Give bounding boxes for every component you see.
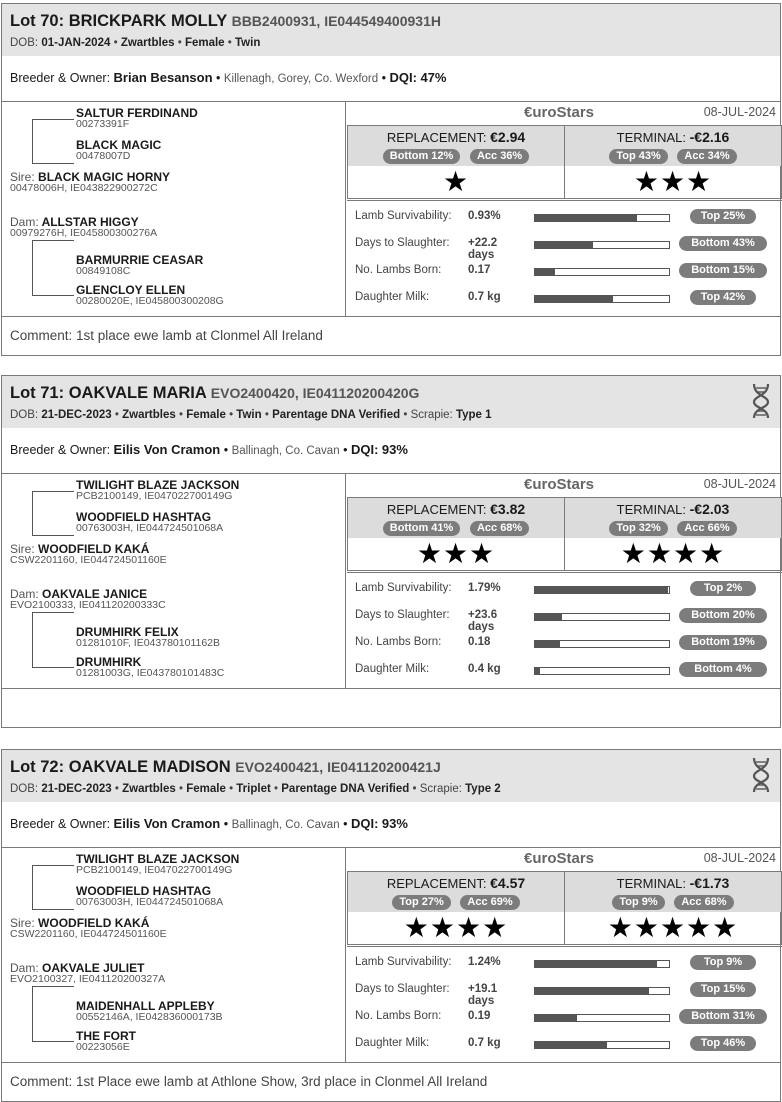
dqi-value: 93% (381, 816, 408, 831)
terminal-label: TERMINAL: (616, 876, 686, 891)
dqi-label: DQI: (350, 442, 379, 457)
trait-row (347, 285, 782, 311)
trait-rank-badge: Top 46% (690, 1036, 756, 1051)
trait-label: Daughter Milk: (355, 291, 430, 303)
separator-dot: • (412, 783, 417, 795)
dam-dam-id: 00223056E (76, 1041, 130, 1053)
separator-dot: • (343, 443, 348, 457)
trait-bar (534, 1041, 670, 1049)
replacement-rank-badge: Bottom 41% (383, 521, 461, 536)
dob-label: DOB: (10, 37, 39, 49)
terminal-rank-badge: Top 9% (612, 895, 664, 910)
owner-location: Ballinagh, Co. Cavan (231, 819, 340, 831)
dam-id: EVO2100333, IE041120200333C (10, 599, 166, 611)
trait-rank-badge: Top 9% (690, 955, 756, 970)
trait-list (347, 946, 782, 1062)
dob-label: DOB: (10, 783, 39, 795)
trait-bar (534, 295, 670, 303)
lot-header (2, 750, 780, 802)
trait-label: No. Lambs Born: (355, 264, 442, 276)
trait-rank-badge: Top 2% (690, 581, 756, 596)
trait-value: 1.79% (468, 582, 501, 594)
trait-label: Lamb Survivability: (355, 582, 452, 594)
replacement-acc-badge: Acc 36% (470, 149, 529, 164)
lot-number: Lot 72: (10, 758, 65, 776)
replacement-acc-badge: Acc 68% (470, 521, 529, 536)
lot-number: Lot 70: (10, 12, 65, 30)
separator-dot: • (229, 409, 234, 421)
dam-dam-name: GLENCLOY ELLEN (76, 283, 186, 297)
separator-dot: • (343, 817, 348, 831)
owner-label: Breeder & Owner: (10, 817, 111, 831)
trait-value: +19.1 days (468, 983, 498, 1007)
dam-label: Dam: (10, 215, 39, 229)
dam-name: OAKVALE JULIET (42, 961, 145, 975)
owner-row (2, 56, 780, 102)
trait-row (347, 977, 782, 1007)
trait-rank-badge: Bottom 19% (679, 635, 767, 650)
sire-sire-id: PCB2100149, IE047022700149G (76, 490, 233, 502)
trait-rank-badge: Bottom 43% (679, 236, 767, 251)
separator-dot: • (229, 783, 234, 795)
trait-row (347, 1004, 782, 1030)
trait-row (347, 204, 782, 230)
terminal-acc-badge: Acc 66% (677, 521, 736, 536)
separator-dot: • (114, 783, 119, 795)
trait-bar-fill (535, 668, 540, 674)
lot-card (1, 375, 781, 728)
sire-id: CSW2201160, IE044724501160E (10, 928, 167, 940)
owner-location: Killenagh, Gorey, Co. Wexford (223, 73, 379, 85)
trait-bar (534, 640, 670, 648)
trait-row (347, 603, 782, 633)
breed: Zwartbles (120, 37, 175, 49)
trait-rank-badge: Bottom 20% (679, 608, 767, 623)
separator-dot: • (264, 409, 269, 421)
lot-title (10, 12, 772, 31)
trait-row (347, 231, 782, 261)
replacement-label: REPLACEMENT: (386, 502, 487, 517)
separator-dot: • (178, 783, 184, 795)
trait-bar-fill (535, 215, 637, 221)
terminal-value: -€1.73 (689, 875, 730, 891)
scrapie-type: Type 2 (465, 783, 501, 795)
lot-body (2, 102, 780, 316)
sire-label: Sire: (10, 542, 35, 556)
dna-icon (750, 382, 772, 420)
replacement-index (347, 871, 565, 945)
owner-location: Ballinagh, Co. Cavan (231, 445, 340, 457)
dam-label: Dam: (10, 961, 39, 975)
trait-bar (534, 960, 670, 968)
breed: Zwartbles (122, 783, 176, 795)
trait-bar (534, 214, 670, 222)
separator-dot: • (114, 409, 119, 421)
terminal-stars: ★★★★ (620, 538, 726, 569)
terminal-label: TERMINAL: (616, 502, 686, 517)
trait-bar-fill (535, 242, 593, 248)
separator-dot: • (216, 71, 221, 85)
eurostars-date: 08-JUL-2024 (703, 477, 776, 491)
lot-body (2, 848, 780, 1062)
dqi-label: DQI: (350, 816, 379, 831)
terminal-value: -€2.03 (689, 501, 730, 517)
pedigree (2, 848, 346, 1062)
lot-number: Lot 71: (10, 384, 65, 402)
terminal-rank-badge: Top 43% (609, 149, 667, 164)
animal-ids: BBB2400931, IE044549400931H (231, 13, 441, 29)
sire-name: WOODFIELD KAKÁ (38, 542, 150, 556)
replacement-value: €3.82 (490, 501, 526, 517)
dam-label: Dam: (10, 587, 39, 601)
eurostars-panel (347, 474, 782, 688)
sex: Female (186, 783, 226, 795)
trait-bar (534, 268, 670, 276)
sire-name: BLACK MAGIC HORNY (38, 170, 171, 184)
trait-bar (534, 667, 670, 675)
trait-value: 0.4 kg (468, 663, 501, 675)
replacement-rank-badge: Bottom 12% (383, 149, 461, 164)
trait-row (347, 630, 782, 656)
dam-sire-name: MAIDENHALL APPLEBY (76, 999, 215, 1013)
trait-bar-fill (535, 988, 649, 994)
lot-card (1, 749, 781, 1102)
dna-icon (750, 756, 772, 794)
dam-dam-id: 00280020E, IE045800300208G (76, 295, 224, 307)
separator-dot: • (227, 37, 232, 49)
eurostars-panel (347, 848, 782, 1062)
separator-dot: • (177, 37, 182, 49)
sex: Female (186, 409, 226, 421)
eurostars-logo: €uroStars (524, 850, 595, 867)
trait-value: 0.18 (468, 636, 491, 648)
dob-value: 01-JAN-2024 (41, 37, 111, 49)
trait-row (347, 258, 782, 284)
trait-bar (534, 613, 670, 621)
eurostars-logo: €uroStars (524, 104, 595, 121)
dob-value: 21-DEC-2023 (41, 409, 112, 421)
lot-header (2, 376, 780, 428)
trait-rank-badge: Bottom 31% (679, 1009, 767, 1024)
eurostars-date: 08-JUL-2024 (703, 105, 776, 119)
trait-bar (534, 1014, 670, 1022)
breed: Zwartbles (122, 409, 176, 421)
replacement-stars: ★★★★ (403, 912, 509, 943)
sire-sire-name: SALTUR FERDINAND (76, 106, 198, 120)
sire-sire-name: TWILIGHT BLAZE JACKSON (76, 852, 240, 866)
trait-row (347, 657, 782, 683)
replacement-stars: ★★★ (416, 538, 496, 569)
trait-rank-badge: Top 15% (690, 982, 756, 997)
sire-sire-id: PCB2100149, IE047022700149G (76, 864, 233, 876)
lot-body (2, 474, 780, 688)
trait-list (347, 200, 782, 316)
trait-value: 0.19 (468, 1010, 491, 1022)
animal-ids: EVO2400421, IE041120200421J (235, 759, 441, 775)
birth-type: Twin (236, 409, 262, 421)
dqi-label: DQI: (389, 70, 417, 85)
terminal-stars: ★★★ (633, 166, 713, 197)
dam-sire-name: BARMURRIE CEASAR (76, 253, 204, 267)
replacement-rank-badge: Top 27% (392, 895, 450, 910)
terminal-label: TERMINAL: (616, 130, 686, 145)
dqi-value: 47% (420, 70, 447, 85)
dob-value: 21-DEC-2023 (41, 783, 112, 795)
sex: Female (184, 37, 225, 49)
trait-bar (534, 586, 670, 594)
separator-dot: • (223, 443, 229, 457)
trait-row (347, 1031, 782, 1057)
lot-header (2, 4, 780, 56)
separator-dot: • (113, 37, 118, 49)
trait-label: Days to Slaughter: (355, 609, 450, 621)
owner-name: Eilis Von Cramon (113, 816, 221, 831)
scrapie-label: Scrapie: (419, 783, 462, 795)
trait-rank-badge: Top 25% (690, 209, 756, 224)
terminal-rank-badge: Top 32% (609, 521, 667, 536)
owner-row (2, 428, 780, 474)
trait-label: Daughter Milk: (355, 1037, 430, 1049)
trait-bar (534, 987, 670, 995)
lot-details (10, 37, 772, 49)
eurostars-date: 08-JUL-2024 (703, 851, 776, 865)
lot-title (10, 758, 772, 777)
animal-name: OAKVALE MADISON (68, 758, 231, 776)
dam-sire-id: 00849108C (76, 265, 131, 277)
trait-row (347, 576, 782, 602)
animal-name: BRICKPARK MOLLY (68, 12, 227, 30)
dam-dam-name: DRUMHIRK (76, 655, 142, 669)
terminal-acc-badge: Acc 34% (677, 149, 736, 164)
separator-dot: • (403, 409, 408, 421)
separator-dot: • (178, 409, 184, 421)
trait-value: 0.7 kg (468, 1037, 501, 1049)
sire-name: WOODFIELD KAKÁ (38, 916, 150, 930)
separator-dot: • (274, 783, 279, 795)
sire-dam-name: WOODFIELD HASHTAG (76, 884, 212, 898)
replacement-value: €2.94 (490, 129, 526, 145)
sire-label: Sire: (10, 170, 35, 184)
owner-label: Breeder & Owner: (10, 443, 111, 457)
trait-label: Daughter Milk: (355, 663, 430, 675)
sire-dam-name: WOODFIELD HASHTAG (76, 510, 212, 524)
sire-dam-id: 00763003H, IE044724501068A (76, 896, 224, 908)
dam-id: EVO2100327, IE041120200327A (10, 973, 166, 985)
separator-dot: • (381, 71, 387, 85)
scrapie-label: Scrapie: (410, 409, 453, 421)
trait-list (347, 572, 782, 688)
trait-value: +23.6 days (468, 609, 498, 633)
sire-label: Sire: (10, 916, 35, 930)
dqi-value: 93% (381, 442, 408, 457)
sire-sire-name: TWILIGHT BLAZE JACKSON (76, 478, 240, 492)
sire-dam-id: 00478007D (76, 150, 131, 162)
trait-bar-fill (535, 614, 562, 620)
terminal-index (564, 125, 782, 199)
comment (2, 688, 780, 727)
trait-rank-badge: Bottom 4% (679, 662, 767, 677)
dam-name: OAKVALE JANICE (42, 587, 148, 601)
trait-label: Days to Slaughter: (355, 983, 450, 995)
trait-value: +22.2 days (468, 237, 498, 261)
dam-id: 00979276H, IE045800300276A (10, 227, 158, 239)
replacement-index (347, 497, 565, 571)
pedigree (2, 474, 346, 688)
replacement-index (347, 125, 565, 199)
trait-bar (534, 241, 670, 249)
separator-dot: • (223, 817, 229, 831)
owner-row (2, 802, 780, 848)
trait-bar-fill (535, 296, 613, 302)
dam-sire-id: 01281010F, IE043780101162B (76, 637, 221, 649)
dam-dam-id: 01281003G, IE043780101483C (76, 667, 225, 679)
dam-name: ALLSTAR HIGGY (41, 215, 139, 229)
trait-value: 0.17 (468, 264, 491, 276)
trait-value: 1.24% (468, 956, 501, 968)
dna-verified: Parentage DNA Verified (272, 409, 401, 421)
animal-name: OAKVALE MARIA (68, 384, 207, 402)
lot-title (10, 384, 772, 403)
eurostars-panel (347, 102, 782, 316)
trait-label: Lamb Survivability: (355, 956, 452, 968)
terminal-index (564, 871, 782, 945)
trait-label: No. Lambs Born: (355, 1010, 442, 1022)
owner-label: Breeder & Owner: (10, 71, 111, 85)
comment: Comment: 1st Place ewe lamb at Athlone Show, 3rd place in Clonmel All Ireland (2, 1062, 780, 1101)
trait-bar-fill (535, 587, 668, 593)
scrapie-type: Type 1 (455, 409, 492, 421)
owner-name: Brian Besanson (113, 70, 213, 85)
trait-bar-fill (535, 1015, 577, 1021)
animal-ids: EVO2400420, IE041120200420G (210, 385, 420, 401)
trait-bar-fill (535, 269, 555, 275)
sire-dam-name: BLACK MAGIC (76, 138, 162, 152)
replacement-label: REPLACEMENT: (386, 876, 487, 891)
birth-type: Triplet (236, 783, 271, 795)
terminal-index (564, 497, 782, 571)
terminal-stars: ★★★★★ (607, 912, 739, 943)
replacement-value: €4.57 (490, 875, 526, 891)
replacement-acc-badge: Acc 69% (460, 895, 519, 910)
comment: Comment: 1st place ewe lamb at Clonmel All Ireland (2, 316, 780, 355)
trait-value: 0.93% (468, 210, 501, 222)
lot-card (1, 3, 781, 356)
trait-rank-badge: Bottom 15% (679, 263, 767, 278)
sire-id: 00478006H, IE043822900272C (10, 182, 158, 194)
owner-name: Eilis Von Cramon (113, 442, 221, 457)
trait-rank-badge: Top 42% (690, 290, 756, 305)
sire-id: CSW2201160, IE044724501160E (10, 554, 167, 566)
pedigree (2, 102, 346, 316)
terminal-acc-badge: Acc 68% (674, 895, 733, 910)
trait-bar-fill (535, 1042, 607, 1048)
eurostars-logo: €uroStars (524, 476, 595, 493)
trait-row (347, 950, 782, 976)
replacement-stars: ★ (442, 166, 470, 197)
dam-dam-name: THE FORT (76, 1029, 136, 1043)
dam-sire-name: DRUMHIRK FELIX (76, 625, 179, 639)
replacement-label: REPLACEMENT: (386, 130, 487, 145)
dob-label: DOB: (10, 409, 39, 421)
lot-details (10, 409, 772, 421)
trait-label: Lamb Survivability: (355, 210, 452, 222)
trait-bar-fill (535, 641, 560, 647)
sire-sire-id: 00273391F (76, 118, 130, 130)
trait-label: Days to Slaughter: (355, 237, 450, 249)
birth-type: Twin (235, 37, 261, 49)
dna-verified: Parentage DNA Verified (281, 783, 410, 795)
terminal-value: -€2.16 (689, 129, 730, 145)
trait-bar-fill (535, 961, 657, 967)
lot-details (10, 783, 772, 795)
trait-value: 0.7 kg (468, 291, 501, 303)
sire-dam-id: 00763003H, IE044724501068A (76, 522, 224, 534)
trait-label: No. Lambs Born: (355, 636, 442, 648)
dam-sire-id: 00552146A, IE042836000173B (76, 1011, 223, 1023)
